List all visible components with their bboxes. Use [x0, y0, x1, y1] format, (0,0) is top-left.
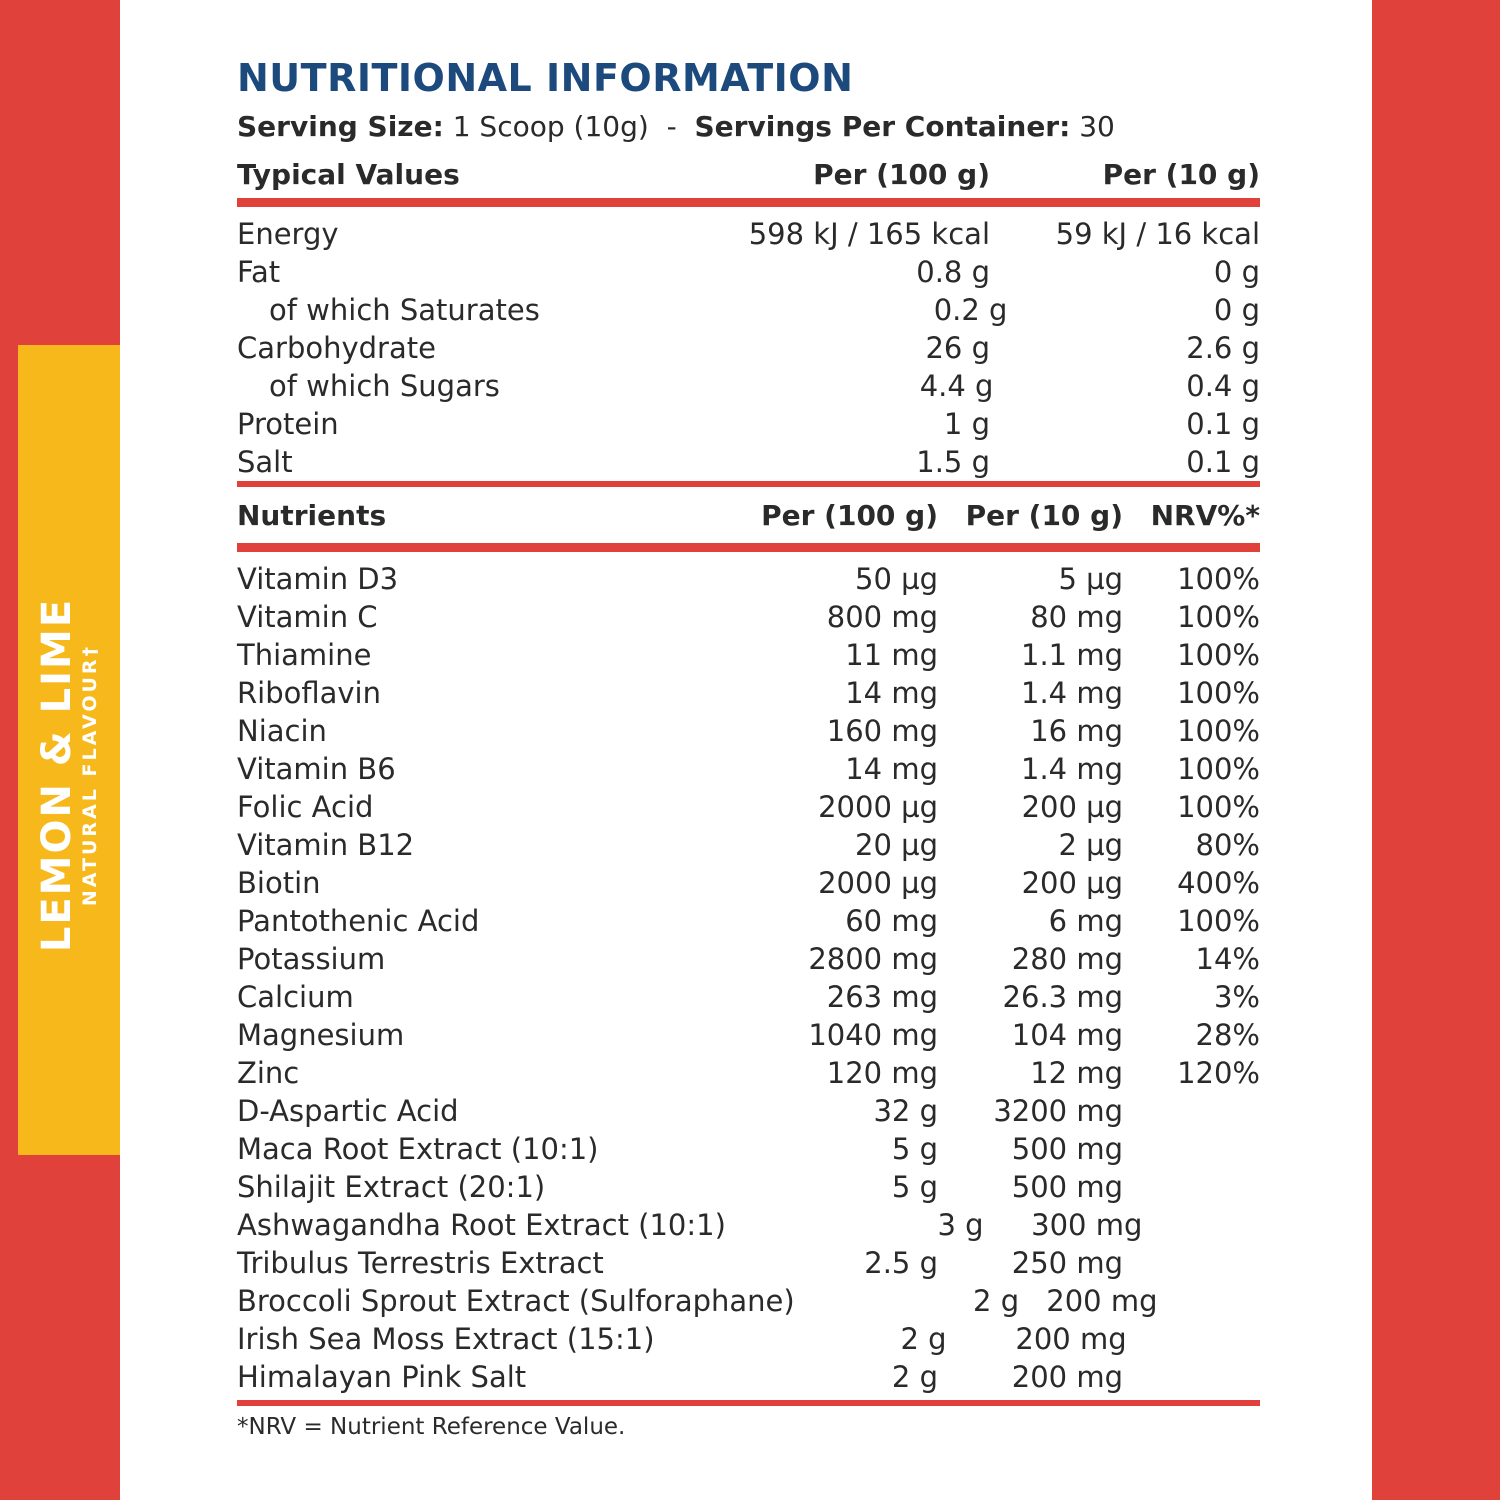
table-row [237, 1054, 1260, 1092]
value-per-10g: 2.6 g [1186, 331, 1260, 365]
value-nrv: 100% [1177, 676, 1260, 710]
servings-per-container-label: Servings Per Container: [694, 110, 1071, 143]
nutrient-name: Riboflavin [237, 676, 381, 710]
divider [237, 198, 1260, 207]
header-per-100g: Per (100 g) [813, 157, 990, 191]
nutrient-name: Vitamin D3 [237, 562, 399, 596]
table-row [237, 1130, 1260, 1168]
value-per-100g: 60 mg [845, 904, 938, 938]
nutrient-name: Thiamine [237, 638, 372, 672]
value-per-10g: 104 mg [1011, 1018, 1123, 1052]
value-per-100g: 5 g [891, 1132, 938, 1166]
nutrient-name: Energy [237, 217, 339, 251]
nutrients-table [237, 487, 1260, 1406]
value-nrv: 100% [1177, 790, 1260, 824]
value-per-100g: 4.4 g [919, 369, 994, 403]
value-nrv: 3% [1213, 980, 1260, 1014]
value-per-100g: 263 mg [826, 980, 938, 1014]
value-per-100g: 1040 mg [808, 1018, 938, 1052]
value-per-10g: 2 µg [1058, 828, 1123, 862]
value-per-10g: 6 mg [1048, 904, 1123, 938]
nutrient-name: Vitamin B12 [237, 828, 415, 862]
nutrient-name: Carbohydrate [237, 331, 436, 365]
nutrient-name: Zinc [237, 1056, 300, 1090]
value-per-100g: 2.5 g [864, 1246, 938, 1280]
table-row [237, 215, 1260, 253]
header-nrv: NRV%* [1150, 498, 1260, 532]
table-row [237, 598, 1260, 636]
table-row [237, 1320, 1260, 1358]
table-row [237, 636, 1260, 674]
value-per-10g: 500 mg [1011, 1170, 1123, 1204]
footnote: *NRV = Nutrient Reference Value. [237, 1414, 626, 1440]
typical-values-header [237, 150, 1260, 198]
value-per-100g: 0.8 g [916, 255, 990, 289]
value-per-10g: 0.1 g [1186, 445, 1260, 479]
divider [237, 543, 1260, 552]
value-nrv: 100% [1177, 600, 1260, 634]
value-per-100g: 32 g [873, 1094, 938, 1128]
value-nrv: 400% [1177, 866, 1260, 900]
nutrient-name: Biotin [237, 866, 321, 900]
value-nrv: 100% [1177, 562, 1260, 596]
table-row [237, 674, 1260, 712]
nutrient-name: Niacin [237, 714, 327, 748]
nutrient-name: Magnesium [237, 1018, 405, 1052]
table-row [237, 329, 1260, 367]
right-red-band [1372, 0, 1500, 1500]
value-per-100g: 2 g [900, 1322, 947, 1356]
value-nrv: 14% [1195, 942, 1260, 976]
value-per-10g: 1.1 mg [1021, 638, 1123, 672]
value-nrv: 120% [1177, 1056, 1260, 1090]
value-nrv: 28% [1195, 1018, 1260, 1052]
value-per-10g: 200 µg [1021, 866, 1123, 900]
nutrient-name: Salt [237, 445, 293, 479]
page-title: NUTRITIONAL INFORMATION [237, 56, 854, 100]
table-row [237, 1244, 1260, 1282]
value-per-10g: 1.4 mg [1021, 676, 1123, 710]
nutrient-name: Shilajit Extract (20:1) [237, 1170, 546, 1204]
table-row [237, 940, 1260, 978]
nutrient-name: Calcium [237, 980, 354, 1014]
value-per-10g: 200 µg [1021, 790, 1123, 824]
header-per-100g: Per (100 g) [761, 498, 938, 532]
value-per-10g: 59 kJ / 16 kcal [1055, 217, 1260, 251]
table-row [237, 291, 1260, 329]
value-per-100g: 2000 µg [818, 866, 938, 900]
value-per-10g: 200 mg [1015, 1322, 1127, 1356]
value-per-100g: 120 mg [826, 1056, 938, 1090]
value-per-10g: 3200 mg [993, 1094, 1123, 1128]
serving-info [237, 104, 1260, 150]
value-per-100g: 2800 mg [808, 942, 938, 976]
value-per-10g: 250 mg [1011, 1246, 1123, 1280]
value-per-100g: 2000 µg [818, 790, 938, 824]
table-row [237, 367, 1260, 405]
nutrients-rows [237, 560, 1260, 1396]
table-row [237, 902, 1260, 940]
nutrient-name: Folic Acid [237, 790, 374, 824]
value-per-100g: 800 mg [826, 600, 938, 634]
value-per-100g: 3 g [937, 1208, 984, 1242]
value-per-10g: 300 mg [1031, 1208, 1143, 1242]
value-per-100g: 26 g [925, 331, 990, 365]
value-per-10g: 0 g [1213, 293, 1260, 327]
table-row [237, 1358, 1260, 1396]
table-row [237, 750, 1260, 788]
table-row [237, 253, 1260, 291]
value-per-10g: 5 µg [1058, 562, 1123, 596]
value-nrv: 100% [1177, 638, 1260, 672]
value-per-100g: 50 µg [855, 562, 938, 596]
value-per-100g: 160 mg [826, 714, 938, 748]
table-row [237, 1206, 1260, 1244]
table-row [237, 443, 1260, 481]
value-per-10g: 0 g [1213, 255, 1260, 289]
table-row [237, 1092, 1260, 1130]
table-row [237, 560, 1260, 598]
table-row [237, 864, 1260, 902]
table-row [237, 712, 1260, 750]
value-per-10g: 16 mg [1030, 714, 1123, 748]
value-nrv: 100% [1177, 904, 1260, 938]
servings-per-container-value: 30 [1079, 110, 1115, 143]
table-row [237, 788, 1260, 826]
value-per-100g: 14 mg [845, 676, 938, 710]
value-per-100g: 1.5 g [916, 445, 990, 479]
nutrients-header [237, 487, 1260, 543]
value-nrv: 100% [1177, 752, 1260, 786]
value-per-100g: 2 g [891, 1360, 938, 1394]
divider [237, 1400, 1260, 1406]
header-per-10g: Per (10 g) [1102, 157, 1260, 191]
value-per-10g: 200 mg [1046, 1284, 1158, 1318]
nutrient-name: Himalayan Pink Salt [237, 1360, 527, 1394]
value-per-10g: 0.1 g [1186, 407, 1260, 441]
nutrient-name: Ashwagandha Root Extract (10:1) [237, 1208, 726, 1242]
nutrient-name: Pantothenic Acid [237, 904, 480, 938]
flavour-label [36, 598, 102, 952]
value-per-100g: 5 g [891, 1170, 938, 1204]
flavour-subtitle: NATURAL FLAVOUR† [79, 643, 101, 907]
nutrient-name: Vitamin B6 [237, 752, 396, 786]
nutrient-name: Potassium [237, 942, 386, 976]
nutrient-name: Maca Root Extract (10:1) [237, 1132, 599, 1166]
value-per-100g: 2 g [973, 1284, 1020, 1318]
value-per-100g: 11 mg [845, 638, 938, 672]
header-typical-values: Typical Values [237, 157, 460, 191]
table-row [237, 826, 1260, 864]
value-per-100g: 14 mg [845, 752, 938, 786]
nutrient-name: Broccoli Sprout Extract (Sulforaphane) [237, 1284, 795, 1318]
table-row [237, 1016, 1260, 1054]
value-per-10g: 200 mg [1011, 1360, 1123, 1394]
nutrient-name: Tribulus Terrestris Extract [237, 1246, 604, 1280]
value-per-10g: 500 mg [1011, 1132, 1123, 1166]
nutrient-name: Protein [237, 407, 339, 441]
table-row [237, 978, 1260, 1016]
value-per-10g: 80 mg [1030, 600, 1123, 634]
nutrient-name: D-Aspartic Acid [237, 1094, 459, 1128]
serving-size-label: Serving Size: [237, 110, 444, 143]
nutrient-name: Vitamin C [237, 600, 378, 634]
value-per-100g: 0.2 g [933, 293, 1008, 327]
nutrient-name: of which Sugars [269, 369, 500, 403]
value-per-10g: 1.4 mg [1021, 752, 1123, 786]
table-row [237, 1168, 1260, 1206]
nutrient-name: of which Saturates [269, 293, 540, 327]
value-nrv: 100% [1177, 714, 1260, 748]
value-per-10g: 0.4 g [1186, 369, 1260, 403]
value-nrv: 80% [1195, 828, 1260, 862]
value-per-100g: 1 g [943, 407, 990, 441]
serving-size-value: 1 Scoop (10g) [452, 110, 649, 143]
serving-separator: - [666, 110, 677, 143]
header-per-10g: Per (10 g) [965, 498, 1123, 532]
value-per-10g: 12 mg [1030, 1056, 1123, 1090]
table-row [237, 1282, 1260, 1320]
flavour-name: LEMON & LIME [34, 597, 80, 953]
value-per-10g: 280 mg [1011, 942, 1123, 976]
value-per-10g: 26.3 mg [1002, 980, 1123, 1014]
value-per-100g: 20 µg [855, 828, 938, 862]
typical-values-rows [237, 215, 1260, 481]
nutrition-panel [237, 52, 1260, 1440]
header-nutrients: Nutrients [237, 498, 387, 532]
typical-values-table [237, 150, 1260, 487]
nutrient-name: Irish Sea Moss Extract (15:1) [237, 1322, 655, 1356]
value-per-100g: 598 kJ / 165 kcal [748, 217, 990, 251]
nutrient-name: Fat [237, 255, 281, 289]
table-row [237, 405, 1260, 443]
